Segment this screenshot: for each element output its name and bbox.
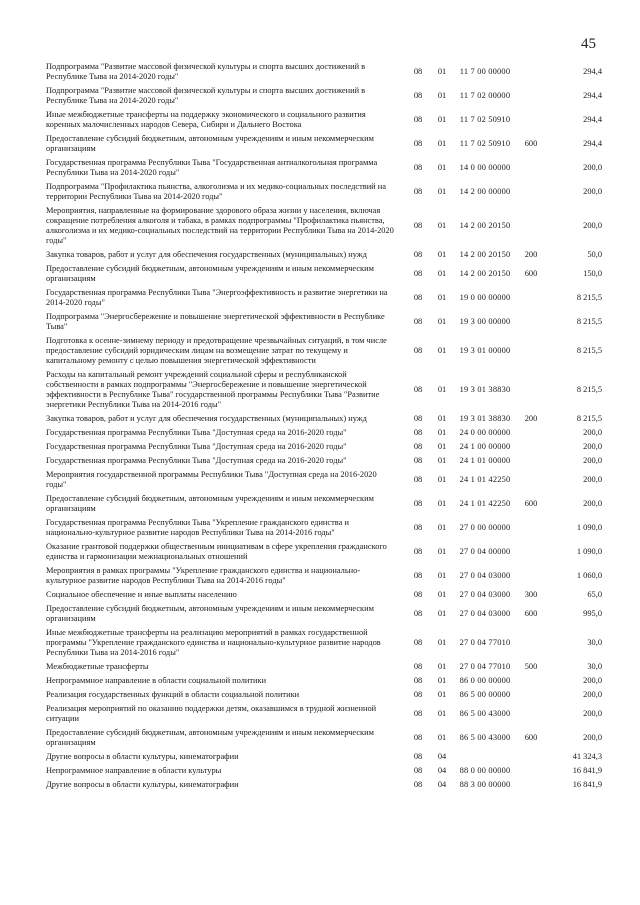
table-row	[46, 84, 602, 108]
row-target-article: 86 5 00 43000	[459, 709, 511, 718]
row-section: 08	[413, 269, 423, 278]
row-section: 08	[413, 91, 423, 100]
row-section: 08	[413, 385, 423, 394]
row-target-article: 24 1 01 42250	[459, 499, 511, 508]
row-expense-type: 600	[524, 139, 538, 148]
row-target-article: 27 0 00 00000	[459, 523, 511, 532]
row-subsection: 01	[437, 676, 447, 685]
row-subsection: 01	[437, 662, 447, 671]
row-amount: 995,0	[583, 609, 602, 618]
row-subsection: 01	[437, 163, 447, 172]
row-target-article: 24 0 00 00000	[459, 428, 511, 437]
row-target-article: 19 0 00 00000	[459, 293, 511, 302]
row-target-article: 86 5 00 00000	[459, 690, 511, 699]
row-amount: 294,4	[583, 139, 602, 148]
row-section: 08	[413, 442, 423, 451]
row-subsection: 01	[437, 250, 447, 259]
row-subsection: 01	[437, 442, 447, 451]
row-amount: 41 324,3	[572, 752, 602, 761]
row-section: 08	[413, 221, 423, 230]
row-name: Мероприятия в рамках программы "Укрепление гражданского единства и национально-культурное развитие народов Республики Тыва на 2014-2016 годы"	[46, 566, 361, 585]
row-section: 08	[413, 414, 423, 423]
row-subsection: 01	[437, 709, 447, 718]
page-number: 45	[581, 36, 596, 52]
row-name: Социальное обеспечение и иные выплаты населению	[46, 590, 237, 599]
row-name: Иные межбюджетные трансферты на реализацию мероприятий в рамках государственной программы "Укрепление гражданского единства и национально-культурное развитие народов Республики Тыва на 2014-2016 годы"	[46, 628, 381, 657]
table-row	[46, 602, 602, 626]
row-expense-type	[516, 60, 546, 84]
table-row	[46, 60, 602, 84]
row-name: Оказание грантовой поддержки общественным инициативам в сфере укрепления гражданского единства и гармонизации межнациональных отношений	[46, 542, 387, 561]
row-amount: 1 090,0	[576, 523, 602, 532]
row-expense-type	[516, 516, 546, 540]
table-row	[46, 674, 602, 688]
row-target-article: 19 3 01 00000	[459, 346, 511, 355]
row-section: 08	[413, 766, 423, 775]
row-section: 08	[413, 293, 423, 302]
table-row	[46, 412, 602, 426]
table-row	[46, 286, 602, 310]
row-name: Мероприятия государственной программы Республики Тыва "Доступная среда на 2016-2020 годы"	[46, 470, 377, 489]
table-row	[46, 426, 602, 440]
row-expense-type	[516, 468, 546, 492]
table-row	[46, 778, 602, 792]
row-amount: 294,4	[583, 115, 602, 124]
row-name: Предоставление субсидий бюджетным, автономным учреждениям и иным некоммерческим организациям	[46, 604, 374, 623]
row-subsection: 01	[437, 187, 447, 196]
row-expense-type: 500	[524, 662, 538, 671]
row-expense-type: 600	[524, 499, 538, 508]
row-name: Предоставление субсидий бюджетным, автономным учреждениям и иным некоммерческим организациям	[46, 264, 374, 283]
table-row	[46, 564, 602, 588]
table-row	[46, 660, 602, 674]
row-name: Другие вопросы в области культуры, кинематографии	[46, 780, 239, 789]
row-section: 08	[413, 115, 423, 124]
row-target-article: 14 2 00 20150	[459, 269, 511, 278]
row-amount: 200,0	[583, 499, 602, 508]
row-section: 08	[413, 690, 423, 699]
row-name: Подпрограмма "Профилактика пьянства, алкоголизма и их медико-социальных последствий на территории Республики Тыва на 2014-2020 годы"	[46, 182, 386, 201]
row-subsection: 01	[437, 571, 447, 580]
table-row	[46, 764, 602, 778]
row-amount: 1 060,0	[576, 571, 602, 580]
row-target-article: 14 2 00 00000	[459, 187, 511, 196]
table-row	[46, 626, 602, 660]
row-amount: 200,0	[583, 221, 602, 230]
table-row	[46, 588, 602, 602]
row-name: Государственная программа Республики Тыва "Государственная антиалкогольная программа Республики Тыва на 2014-2020 годы"	[46, 158, 378, 177]
row-expense-type	[516, 626, 546, 660]
row-section: 08	[413, 752, 423, 761]
row-section: 08	[413, 139, 423, 148]
row-amount: 8 215,5	[576, 346, 602, 355]
row-section: 08	[413, 638, 423, 647]
row-name: Подпрограмма "Развитие массовой физической культуры и спорта высших достижений в Республике Тыва на 2014-2020 годы"	[46, 62, 366, 81]
row-expense-type	[516, 426, 546, 440]
table-row	[46, 262, 602, 286]
table-row	[46, 132, 602, 156]
row-amount: 16 841,9	[572, 766, 602, 775]
row-target-article: 11 7 02 50910	[459, 139, 511, 148]
row-expense-type: 600	[524, 269, 538, 278]
row-name: Реализация мероприятий по оказанию поддержки детям, оказавшимся в трудной жизненной ситуации	[46, 704, 377, 723]
row-target-article: 88 0 00 00000	[459, 766, 511, 775]
row-amount: 65,0	[587, 590, 602, 599]
table-row	[46, 702, 602, 726]
table-row	[46, 468, 602, 492]
row-section: 08	[413, 475, 423, 484]
row-expense-type	[516, 440, 546, 454]
row-section: 08	[413, 590, 423, 599]
row-name: Государственная программа Республики Тыва "Доступная среда на 2016-2020 годы"	[46, 456, 347, 465]
row-name: Государственная программа Республики Тыва "Доступная среда на 2016-2020 годы"	[46, 442, 347, 451]
table-row	[46, 156, 602, 180]
table-row	[46, 750, 602, 764]
row-subsection: 01	[437, 523, 447, 532]
row-expense-type	[516, 108, 546, 132]
row-expense-type	[516, 156, 546, 180]
row-subsection: 01	[437, 590, 447, 599]
row-subsection: 01	[437, 293, 447, 302]
row-amount: 200,0	[583, 442, 602, 451]
row-target-article: 14 2 00 20150	[459, 250, 511, 259]
row-subsection: 01	[437, 733, 447, 742]
row-amount: 150,0	[583, 269, 602, 278]
row-target-article: 11 7 00 00000	[459, 67, 511, 76]
row-section: 08	[413, 317, 423, 326]
row-amount: 200,0	[583, 676, 602, 685]
row-amount: 1 090,0	[576, 547, 602, 556]
row-name: Реализация государственных функций в области социальной политики	[46, 690, 300, 699]
row-amount: 50,0	[587, 250, 602, 259]
row-subsection: 01	[437, 475, 447, 484]
row-section: 08	[413, 456, 423, 465]
table-row	[46, 454, 602, 468]
row-subsection: 01	[437, 414, 447, 423]
row-name: Закупка товаров, работ и услуг для обеспечения государственных (муниципальных) нужд	[46, 414, 367, 423]
row-target-article: 27 0 04 77010	[459, 638, 511, 647]
table-row	[46, 248, 602, 262]
row-name: Предоставление субсидий бюджетным, автономным учреждениям и иным некоммерческим организациям	[46, 728, 374, 747]
table-row	[46, 108, 602, 132]
row-expense-type	[516, 454, 546, 468]
row-name: Другие вопросы в области культуры, кинематографии	[46, 752, 239, 761]
row-subsection: 01	[437, 269, 447, 278]
row-target-article: 24 1 00 00000	[459, 442, 511, 451]
row-amount: 8 215,5	[576, 385, 602, 394]
row-target-article: 86 0 00 00000	[459, 676, 511, 685]
row-expense-type	[516, 564, 546, 588]
row-name: Расходы на капитальный ремонт учреждений социальной сферы и республиканской собственности в рамках подпрограммы "Энергосбережение и повышение энергетической эффективности в Республике Тыва" государственной программы Республики Тыва "Развитие энергетики Республики Тыва на 2014-2016 годы"	[46, 370, 380, 409]
row-name: Подпрограмма "Развитие массовой физической культуры и спорта высших достижений в Республике Тыва на 2014-2020 годы"	[46, 86, 366, 105]
row-target-article: 24 1 01 00000	[459, 456, 511, 465]
row-section: 08	[413, 609, 423, 618]
table-row	[46, 516, 602, 540]
row-subsection: 01	[437, 221, 447, 230]
row-expense-type	[516, 334, 546, 368]
row-expense-type	[516, 778, 546, 792]
row-amount: 200,0	[583, 733, 602, 742]
row-expense-type	[516, 702, 546, 726]
row-name: Государственная программа Республики Тыва "Доступная среда на 2016-2020 годы"	[46, 428, 347, 437]
row-subsection: 01	[437, 499, 447, 508]
row-amount: 30,0	[587, 638, 602, 647]
row-expense-type	[516, 84, 546, 108]
row-target-article: 19 3 00 00000	[459, 317, 511, 326]
row-section: 08	[413, 676, 423, 685]
row-target-article: 27 0 04 03000	[459, 590, 511, 599]
row-subsection: 01	[437, 690, 447, 699]
row-expense-type	[516, 750, 546, 764]
row-subsection: 01	[437, 139, 447, 148]
row-amount: 8 215,5	[576, 414, 602, 423]
table-row	[46, 726, 602, 750]
row-target-article: 27 0 04 00000	[459, 547, 511, 556]
row-name: Непрограммное направление в области культуры	[46, 766, 222, 775]
row-section: 08	[413, 499, 423, 508]
row-expense-type: 200	[524, 250, 538, 259]
row-section: 08	[413, 67, 423, 76]
row-target-article: 24 1 01 42250	[459, 475, 511, 484]
row-name: Закупка товаров, работ и услуг для обеспечения государственных (муниципальных) нужд	[46, 250, 367, 259]
row-target-article: 11 7 02 50910	[459, 115, 511, 124]
row-expense-type: 600	[524, 609, 538, 618]
row-section: 08	[413, 733, 423, 742]
row-name: Межбюджетные трансферты	[46, 662, 149, 671]
row-section: 08	[413, 250, 423, 259]
row-amount: 294,4	[583, 67, 602, 76]
row-expense-type: 300	[524, 590, 538, 599]
row-target-article	[454, 750, 516, 764]
row-subsection: 01	[437, 547, 447, 556]
row-section: 08	[413, 709, 423, 718]
row-expense-type	[516, 286, 546, 310]
row-subsection: 01	[437, 317, 447, 326]
budget-table-body	[46, 60, 602, 792]
row-amount: 200,0	[583, 456, 602, 465]
row-section: 08	[413, 523, 423, 532]
row-subsection: 01	[437, 428, 447, 437]
table-row	[46, 688, 602, 702]
row-subsection: 01	[437, 346, 447, 355]
row-target-article: 27 0 04 03000	[459, 571, 511, 580]
table-row	[46, 204, 602, 248]
row-section: 08	[413, 163, 423, 172]
row-subsection: 04	[437, 780, 447, 789]
row-target-article: 11 7 02 00000	[459, 91, 511, 100]
row-name: Предоставление субсидий бюджетным, автономным учреждениям и иным некоммерческим организациям	[46, 134, 374, 153]
row-target-article: 27 0 04 77010	[459, 662, 511, 671]
row-name: Непрограммное направление в области социальной политики	[46, 676, 267, 685]
row-expense-type: 200	[524, 414, 538, 423]
table-row	[46, 540, 602, 564]
row-section: 08	[413, 780, 423, 789]
table-row	[46, 180, 602, 204]
row-name: Подготовка к осенне-зимнему периоду и предотвращение чрезвычайных ситуаций, в том числе предоставление субсидий юридическим лицам на возмещение затрат по текущему и капитальному ремонту с целью повышения энергетической эффективности	[46, 336, 387, 365]
row-subsection: 04	[437, 766, 447, 775]
row-amount: 200,0	[583, 428, 602, 437]
row-amount: 8 215,5	[576, 317, 602, 326]
row-amount: 200,0	[583, 709, 602, 718]
budget-table	[46, 60, 602, 792]
row-target-article: 86 5 00 43000	[459, 733, 511, 742]
row-target-article: 14 2 00 20150	[459, 221, 511, 230]
table-row	[46, 368, 602, 412]
row-amount: 200,0	[583, 187, 602, 196]
row-expense-type	[516, 674, 546, 688]
row-subsection: 01	[437, 67, 447, 76]
row-name: Мероприятия, направленные на формирование здорового образа жизни у населения, включая сокращение потребления алкоголя и табака, в рамках подпрограммы "Профилактика пьянства, алкоголизма и их медико-социальных последствий на территории Республики Тыва на 2014-2020 годы"	[46, 206, 394, 245]
table-row	[46, 492, 602, 516]
row-expense-type	[516, 540, 546, 564]
row-section: 08	[413, 571, 423, 580]
row-expense-type: 600	[524, 733, 538, 742]
row-section: 08	[413, 428, 423, 437]
row-amount: 16 841,9	[572, 780, 602, 789]
row-target-article: 19 3 01 38830	[459, 385, 511, 394]
row-expense-type	[516, 368, 546, 412]
row-amount: 200,0	[583, 690, 602, 699]
row-expense-type	[516, 204, 546, 248]
row-amount: 8 215,5	[576, 293, 602, 302]
row-target-article: 14 0 00 00000	[459, 163, 511, 172]
row-target-article: 27 0 04 03000	[459, 609, 511, 618]
row-subsection: 01	[437, 115, 447, 124]
row-section: 08	[413, 187, 423, 196]
row-section: 08	[413, 547, 423, 556]
row-amount: 294,4	[583, 91, 602, 100]
row-amount: 30,0	[587, 662, 602, 671]
row-expense-type	[516, 688, 546, 702]
row-expense-type	[516, 764, 546, 778]
row-amount: 200,0	[583, 163, 602, 172]
row-section: 08	[413, 662, 423, 671]
row-target-article: 88 3 00 00000	[459, 780, 511, 789]
row-subsection: 01	[437, 609, 447, 618]
table-row	[46, 334, 602, 368]
row-subsection: 01	[437, 385, 447, 394]
row-target-article: 19 3 01 38830	[459, 414, 511, 423]
table-row	[46, 440, 602, 454]
row-name: Подпрограмма "Энергосбережение и повышение энергетической эффективности в Республике Тыва"	[46, 312, 385, 331]
row-subsection: 01	[437, 91, 447, 100]
row-name: Государственная программа Республики Тыва "Энергоэффективность и развитие энергетики на 2014-2020 годы"	[46, 288, 388, 307]
row-name: Государственная программа Республики Тыва "Укрепление гражданского единства и национально-культурное развитие народов Республики Тыва на 2014-2016 годы"	[46, 518, 349, 537]
row-amount: 200,0	[583, 475, 602, 484]
row-name: Предоставление субсидий бюджетным, автономным учреждениям и иным некоммерческим организациям	[46, 494, 374, 513]
row-name: Иные межбюджетные трансферты на поддержку экономического и социального развития коренных малочисленных народов Севера, Сибири и Дальнего Востока	[46, 110, 366, 129]
table-row	[46, 310, 602, 334]
row-section: 08	[413, 346, 423, 355]
row-subsection: 04	[437, 752, 447, 761]
row-expense-type	[516, 180, 546, 204]
row-expense-type	[516, 310, 546, 334]
row-subsection: 01	[437, 638, 447, 647]
row-subsection: 01	[437, 456, 447, 465]
